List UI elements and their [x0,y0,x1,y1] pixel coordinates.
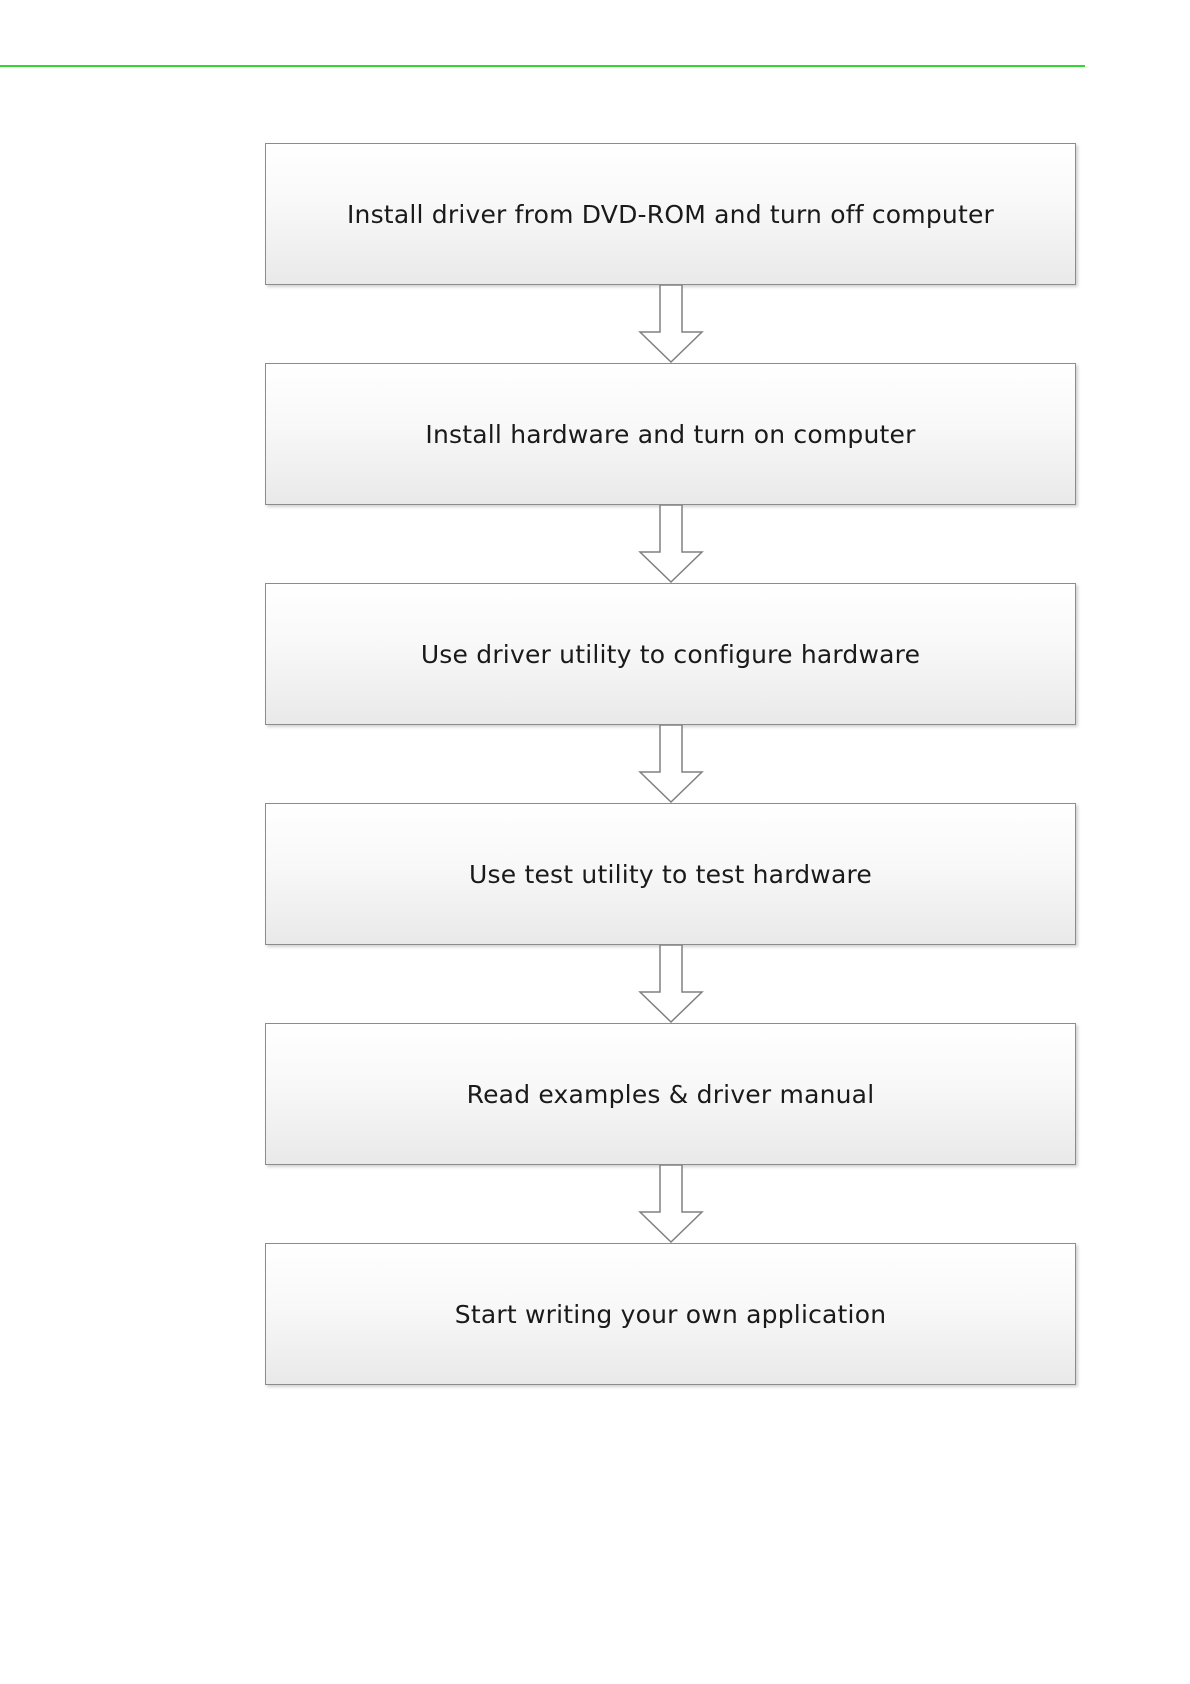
header-rule [0,65,1085,67]
flow-step-label: Read examples & driver manual [466,1079,875,1109]
down-arrow-icon [638,725,704,803]
flow-step-label: Use driver utility to configure hardware [420,639,921,669]
flow-step-3 [265,583,1076,725]
down-arrow-icon [638,285,704,363]
flow-step-1 [265,143,1076,285]
flow-step-label: Start writing your own application [454,1299,887,1329]
flow-step-6 [265,1243,1076,1385]
down-arrow-icon [638,505,704,583]
flow-step-5 [265,1023,1076,1165]
flow-step-2 [265,363,1076,505]
down-arrow-icon [638,945,704,1023]
flow-step-label: Install hardware and turn on computer [425,419,916,449]
flow-step-label: Install driver from DVD-ROM and turn off computer [346,199,995,229]
flow-step-label: Use test utility to test hardware [469,859,872,889]
flow-step-4 [265,803,1076,945]
down-arrow-icon [638,1165,704,1243]
